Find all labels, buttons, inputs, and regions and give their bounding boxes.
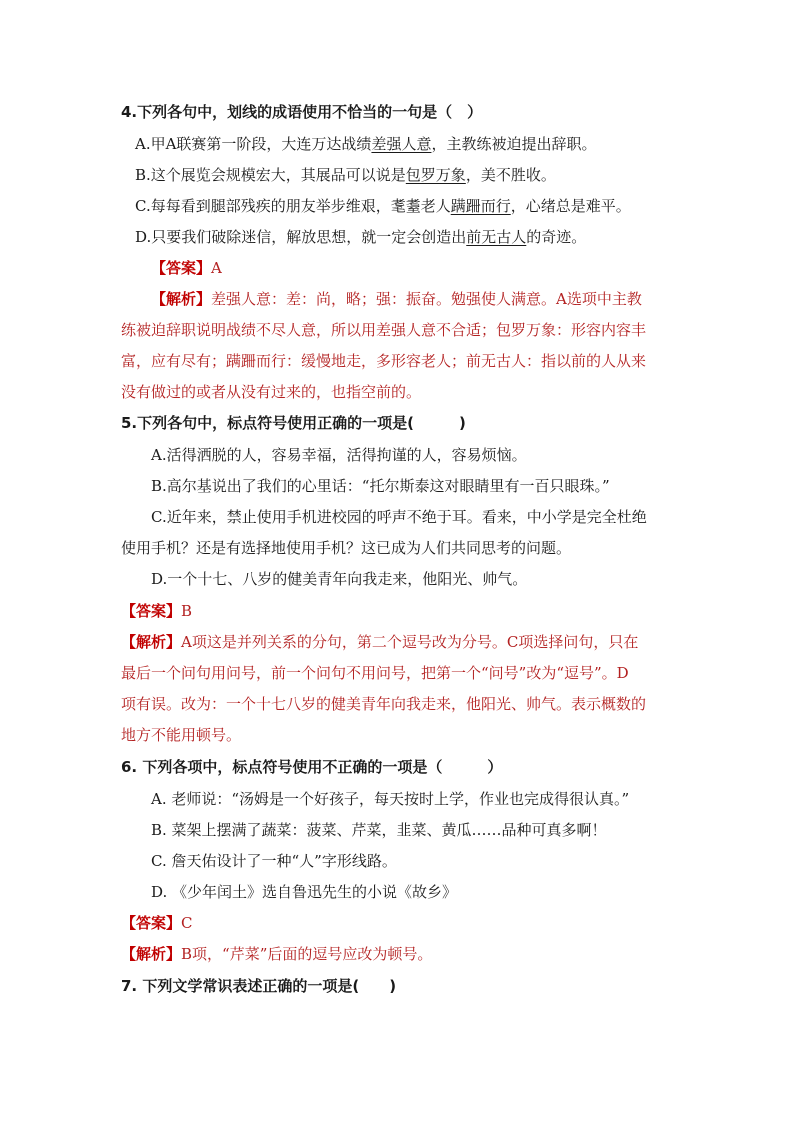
question-6-stem: 6. 下列各项中，标点符号使用不正确的一项是（ ） [121, 758, 503, 776]
answer-value: A [211, 259, 222, 277]
answer-tag: 【答案】 [121, 602, 182, 620]
underlined-idiom: 差强人意 [371, 135, 432, 153]
question-4-analysis-line: 富，应有尽有；蹒跚而行：缓慢地走，多形容老人；前无古人：指以前的人从来 [121, 352, 647, 370]
answer-value: C [181, 914, 193, 932]
question-6-option-b: B. 菜架上摆满了蔬菜：菠菜、芹菜，韭菜、黄瓜……品种可真多啊！ [151, 821, 607, 839]
question-6-option-c: C. 詹天佑设计了一种“人”字形线路。 [151, 852, 397, 870]
underlined-idiom: 蹒跚而行 [450, 197, 511, 215]
answer-tag: 【答案】 [151, 259, 212, 277]
question-6-answer [121, 913, 193, 933]
question-7-stem: 7. 下列文学常识表述正确的一项是( ) [121, 977, 397, 995]
question-4-option-c: C.每每看到腿部残疾的朋友举步维艰，耄耋老人蹒跚而行，心绪总是难平。 [135, 197, 631, 215]
question-4-analysis-line: 练被迫辞职说明战绩不尽人意，所以用差强人意不合适；包罗万象：形容内容丰 [121, 321, 647, 339]
underlined-idiom: 前无古人 [466, 228, 527, 246]
answer-value: B [181, 602, 193, 620]
question-6-analysis-line: 【解析】B项，“芹菜”后面的逗号应改为顿号。 [121, 945, 433, 963]
question-6-option-a: A. 老师说：“汤姆是一个好孩子，每天按时上学，作业也完成得很认真。” [151, 790, 630, 808]
question-5-analysis-line: 项有误。改为：一个十七八岁的健美青年向我走来，他阳光、帅气。表示概数的 [121, 695, 647, 713]
analysis-tag: 【解析】 [121, 945, 182, 963]
answer-tag: 【答案】 [121, 914, 182, 932]
question-5-analysis-line: 【解析】A项这是并列关系的分句，第二个逗号改为分号。C项选择问句，只在 [121, 633, 639, 651]
question-4-analysis-line: 【解析】差强人意：差：尚，略；强：振奋。勉强使人满意。A选项中主教 [151, 290, 642, 308]
question-6-option-d: D. 《少年闰土》选自鲁迅先生的小说《故乡》 [151, 883, 458, 901]
question-5-option-c-cont: 使用手机？还是有选择地使用手机？这已成为人们共同思考的问题。 [121, 539, 572, 557]
question-4-stem: 4.下列各句中，划线的成语使用不恰当的一句是（ ） [121, 103, 483, 121]
underlined-idiom: 包罗万象 [405, 166, 466, 184]
question-5-analysis-line: 最后一个问句用问号，前一个问句不用问号，把第一个“问号”改为“逗号”。D [121, 664, 629, 682]
question-5-stem: 5.下列各句中，标点符号使用正确的一项是( ) [121, 414, 466, 432]
question-5-answer [121, 601, 192, 621]
question-5-option-d: D.一个十七、八岁的健美青年向我走来，他阳光、帅气。 [151, 570, 528, 588]
question-5-option-a: A.活得洒脱的人，容易幸福，活得拘谨的人，容易烦恼。 [151, 446, 527, 464]
question-4-answer [151, 258, 222, 278]
question-4-option-a: A.甲A联赛第一阶段，大连万达战绩差强人意，主教练被迫提出辞职。 [135, 135, 597, 153]
question-5-analysis-line: 地方不能用顿号。 [121, 726, 242, 744]
question-4-analysis-line: 没有做过的或者从没有过来的，也指空前的。 [121, 383, 422, 401]
analysis-tag: 【解析】 [121, 633, 182, 651]
question-5-option-c: C.近年来，禁止使用手机进校园的呼声不绝于耳。看来，中小学是完全杜绝 [151, 508, 647, 526]
question-5-option-b: B.高尔基说出了我们的心里话：“托尔斯泰这对眼睛里有一百只眼珠。” [151, 477, 610, 495]
question-4-option-d: D.只要我们破除迷信，解放思想，就一定会创造出前无古人的奇迹。 [135, 228, 587, 246]
analysis-tag: 【解析】 [151, 290, 212, 308]
question-4-option-b: B.这个展览会规模宏大，其展品可以说是包罗万象，美不胜收。 [135, 166, 556, 184]
